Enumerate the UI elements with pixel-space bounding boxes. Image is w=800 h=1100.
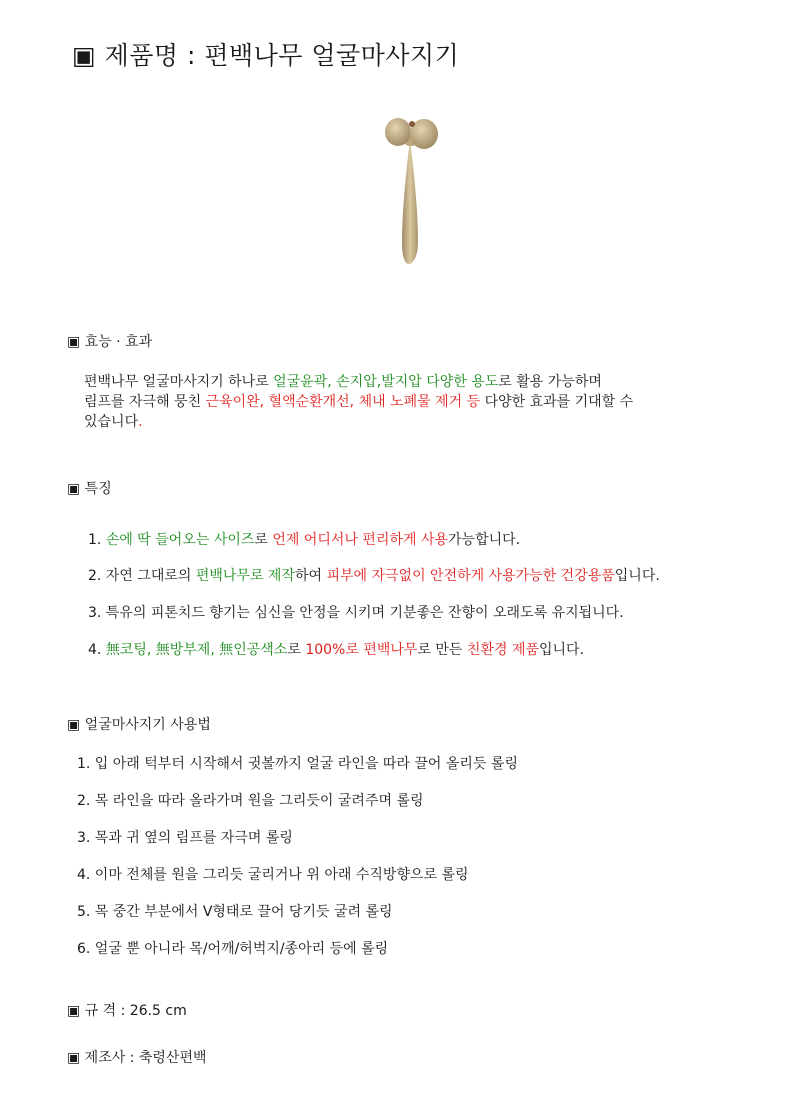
usage-heading: ▣ 얼굴마사지기 사용법 (67, 717, 211, 733)
efficacy-heading: ▣ 효능 · 효과 (67, 334, 153, 350)
text-segment: 로 만든 (417, 642, 467, 658)
text-segment: 언제 어디서나 편리하게 사용 (272, 532, 449, 548)
text-segment: 친환경 제품 (466, 642, 539, 658)
text-segment: 림프를 자극해 뭉친 (84, 394, 206, 410)
text-segment: 3. 특유의 피톤치드 향기는 심신을 안정을 시키며 기분좋은 잔향이 오래도록 유지됩니다. (88, 605, 624, 621)
text-segment: 얼굴윤곽, 손지압,발지압 다양한 용도 (273, 374, 499, 390)
text-segment: 입니다. (614, 568, 660, 584)
text-segment: 하여 (294, 568, 327, 584)
feature-item-2 (88, 565, 660, 585)
usage-item-2: 2. 목 라인을 따라 올라가며 원을 그리듯이 굴려주며 롤링 (77, 793, 424, 809)
text-segment: 100%로 편백나무 (305, 642, 418, 658)
text-segment: 있습니다 (84, 414, 139, 430)
text-segment: 피부에 자극없이 안전하게 사용가능한 건강용품 (326, 568, 615, 584)
text-segment: 입니다. (539, 642, 585, 658)
text-segment: 4. (88, 642, 106, 658)
features-heading: ▣ 특징 (67, 481, 112, 497)
manufacturer: ▣ 제조사 : 축령산편백 (67, 1050, 207, 1066)
efficacy-line-3 (84, 412, 143, 432)
usage-item-4: 4. 이마 전체를 원을 그리듯 굴리거나 위 아래 수직방향으로 롤링 (77, 867, 469, 883)
usage-item-1: 1. 입 아래 턱부터 시작해서 귓볼까지 얼굴 라인을 따라 끌어 올리듯 롤링 (77, 756, 518, 772)
text-segment: 로 (254, 532, 273, 548)
wooden-face-roller-image (380, 112, 440, 267)
text-segment: 2. 자연 그대로의 (88, 568, 196, 584)
text-segment: 가능합니다. (448, 532, 521, 548)
text-segment: . (138, 414, 143, 430)
efficacy-line-2 (84, 392, 633, 412)
text-segment: 1. (88, 532, 106, 548)
text-segment: 편백나무 얼굴마사지기 하나로 (84, 374, 274, 390)
usage-item-3: 3. 목과 귀 옆의 림프를 자극며 롤링 (77, 830, 293, 846)
text-segment: 편백나무로 제작 (195, 568, 295, 584)
text-segment: 無코팅, 無방부제, 無인공색소 (105, 642, 288, 658)
usage-item-5: 5. 목 중간 부분에서 V형태로 끌어 당기듯 굴려 롤링 (77, 904, 393, 920)
feature-item-4 (88, 639, 584, 659)
feature-item-1 (88, 529, 520, 549)
usage-item-6: 6. 얼굴 뿐 아니라 목/어깨/허벅지/종아리 등에 롤링 (77, 941, 389, 957)
efficacy-line-1 (84, 372, 602, 392)
page-title: ▣ 제품명 : 편백나무 얼굴마사지기 (72, 41, 460, 70)
text-segment: 근육이완, 혈액순환개선, 체내 노폐물 제거 등 (205, 394, 481, 410)
text-segment: 다양한 효과를 기대할 수 (480, 394, 634, 410)
text-segment: 로 활용 가능하며 (498, 374, 602, 390)
text-segment: 손에 딱 들어오는 사이즈 (105, 532, 255, 548)
feature-item-3 (88, 602, 624, 622)
spec-size: ▣ 규 격 : 26.5 cm (67, 1003, 187, 1019)
text-segment: 로 (287, 642, 306, 658)
